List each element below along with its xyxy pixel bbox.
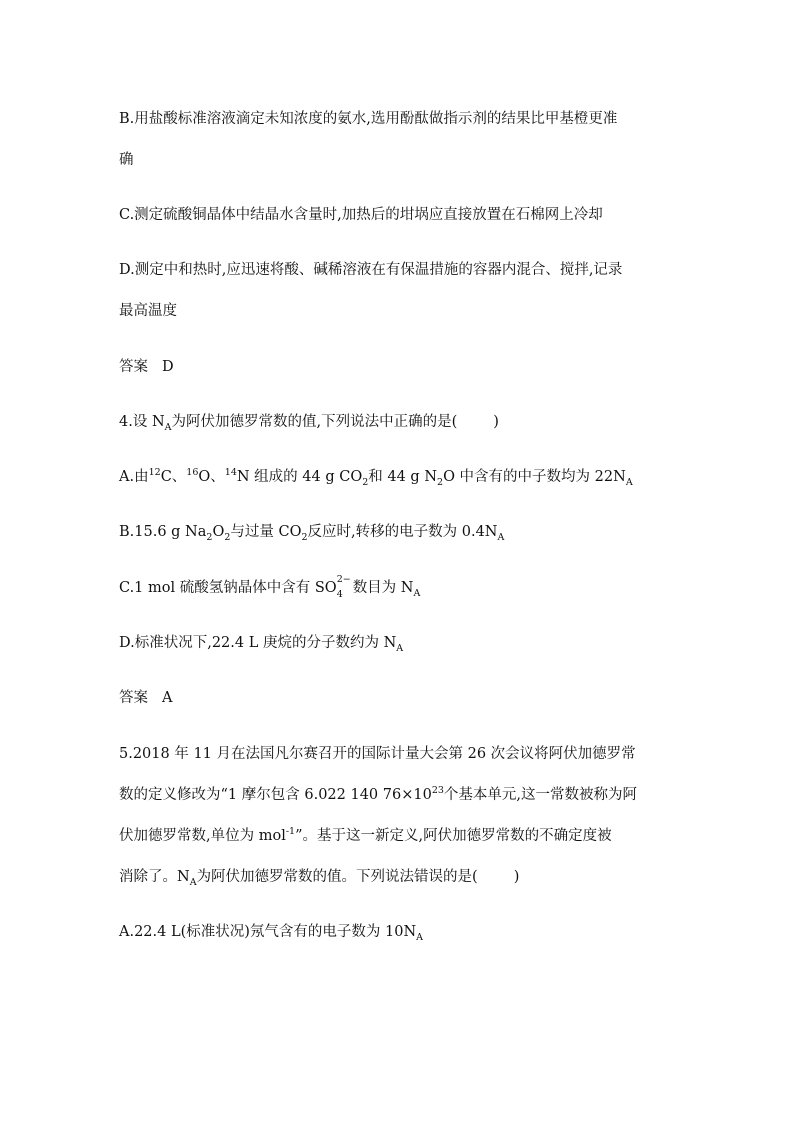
q3-option-b-line2: 确 [119, 152, 134, 168]
q3-option-d-line2: 最高温度 [119, 303, 177, 319]
answer-value: D [162, 359, 174, 375]
q5-stem-line2: 数的定义修改为“1 摩尔包含 6.022 140 $76\times 10^{23}$个基本单元,这一常数被称为阿 [119, 785, 638, 803]
q5-stem-line4: 消除了。$N_A$为阿伏加德罗常数的值。下列说法错误的是( ) [119, 869, 520, 888]
answer-value: A [162, 690, 173, 706]
q3-option-d-line1: D.测定中和热时,应迅速将酸、碱稀溶液在有保温措施的容器内混合、搅拌,记录 [119, 262, 623, 278]
q3-option-b-line1: B.用盐酸标准溶液滴定未知浓度的氨水,选用酚酞做指示剂的结果比甲基橙更准 [119, 111, 618, 127]
q5-stem-line3: 伏加德罗常数,单位为 mol$^{-1}$”。基于这一新定义,阿伏加德罗常数的不确定度被 [119, 826, 612, 844]
q4-stem: 4.设 $N_A$为阿伏加德罗常数的值,下列说法中正确的是( ) [119, 414, 499, 433]
q4-option-b: B.15.6 g $Na_2O_2$与过量 $CO_2$反应时,转移的电子数为 $0.4N_A$ [119, 524, 505, 543]
q4-option-d: D.标准状况下,22.4 L 庚烷的分子数约为 $N_A$ [119, 635, 404, 654]
q4-option-a: A.由$^{12}$C、$^{16}$O、$^{14}$N 组成的 44 g $CO_2$和 44 g $N_2O$ 中含有的中子数均为 $22N_A$ [119, 467, 633, 488]
answer-label: 答案 [119, 359, 148, 375]
answer-label: 答案 [119, 690, 148, 706]
q4-option-c: C.1 mol 硫酸氢钠晶体中含有 SO 2− 4 数目为 $N_A$ [119, 574, 421, 600]
q4-answer [119, 688, 172, 708]
q3-option-c: C.测定硫酸铜晶体中结晶水含量时,加热后的坩埚应直接放置在石棉网上冷却 [119, 207, 603, 223]
q5-option-a: A.22.4 L(标准状况)氖气含有的电子数为 $10N_A$ [119, 924, 424, 943]
q5-stem-line1: 5.2018 年 11 月在法国凡尔赛召开的国际计量大会第 26 次会议将阿伏加德罗常 [119, 746, 636, 762]
q3-answer [119, 357, 174, 377]
